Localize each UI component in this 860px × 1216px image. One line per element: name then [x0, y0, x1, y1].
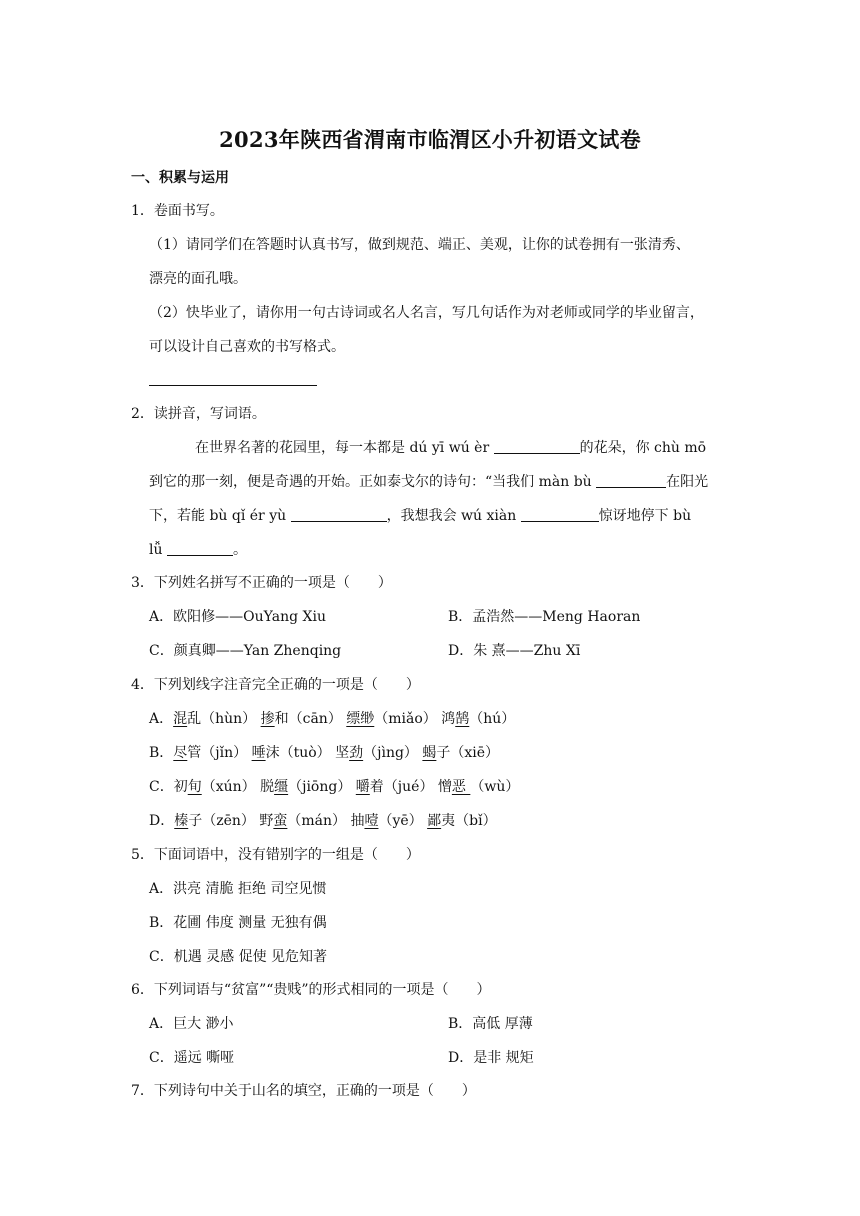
option-text: （wù）	[470, 779, 520, 795]
option-text: （xún） 脱	[201, 779, 275, 795]
q2-blank-2[interactable]	[596, 473, 666, 488]
q2-passage-line3	[149, 506, 691, 526]
option-text: D．	[149, 813, 175, 829]
option-text: （yē）	[378, 813, 428, 829]
q2-text: 。	[232, 542, 247, 558]
underlined-char: 缰	[274, 779, 289, 795]
q2-text: 在阳光	[666, 474, 709, 490]
q2-stem: 2．读拼音，写词语。	[131, 406, 266, 422]
q4-option-d[interactable]	[149, 811, 497, 831]
q2-blank-4[interactable]	[521, 507, 599, 522]
q4-stem: 4．下列划线字注音完全正确的一项是（ ）	[131, 677, 420, 693]
underlined-char: 鹄	[455, 711, 470, 727]
q2-text: 到它的那一刻，便是奇遇的开始。正如泰戈尔的诗句：“当我们 màn bù	[149, 474, 597, 490]
option-text: B．	[149, 745, 174, 761]
q3-option-b[interactable]: B．孟浩然——Meng Haoran	[448, 609, 641, 625]
q5-option-b[interactable]: B．花圃 伟度 测量 无独有偶	[149, 915, 327, 931]
option-text: A．	[149, 711, 174, 727]
option-text: 沫（tuò） 坚	[265, 745, 350, 761]
option-text: （jiōng）	[288, 779, 356, 795]
underlined-char: 噎	[364, 813, 379, 829]
underlined-char: 缥缈	[346, 711, 375, 727]
option-text: 乱（hùn）	[187, 711, 261, 727]
underlined-char: 鄙	[427, 813, 442, 829]
option-text: 管（jǐn）	[187, 745, 252, 761]
option-text: 着（jué） 憎	[369, 779, 452, 795]
q2-blank-1[interactable]	[494, 439, 580, 454]
q2-blank-3[interactable]	[291, 507, 387, 522]
q6-option-b[interactable]: B．高低 厚薄	[448, 1016, 533, 1032]
q1-part1-line2: 漂亮的面孔哦。	[149, 271, 247, 287]
option-text: （miǎo） 鸿	[374, 711, 456, 727]
underlined-char: 榛	[174, 813, 189, 829]
q5-option-a[interactable]: A．洪亮 清脆 拒绝 司空见惯	[149, 881, 327, 897]
q6-option-c[interactable]: C．遥远 嘶哑	[149, 1050, 235, 1066]
q2-text: lǚ	[149, 542, 167, 558]
q1-part1-line1: （1）请同学们在答题时认真书写，做到规范、端正、美观，让你的试卷拥有一张清秀、	[149, 237, 690, 253]
option-text: C．初	[149, 779, 188, 795]
q6-stem: 6．下列词语与“贫富”“贵贱”的形式相同的一项是（ ）	[131, 982, 491, 998]
q6-option-d[interactable]: D．是非 规矩	[448, 1050, 534, 1066]
underlined-char: 唾	[251, 745, 266, 761]
q6-option-a[interactable]: A．巨大 渺小	[149, 1016, 234, 1032]
q3-option-c[interactable]: C．颜真卿——Yan Zhenqing	[149, 643, 342, 659]
option-text: （jìng）	[363, 745, 423, 761]
q4-option-a[interactable]	[149, 709, 515, 729]
q2-passage-line2	[149, 472, 708, 492]
underlined-char: 旬	[187, 779, 202, 795]
q2-text: 在世界名著的花园里，每一本都是 dú yī wú èr	[195, 440, 494, 456]
q4-option-b[interactable]	[149, 743, 499, 763]
option-text: 夷（bǐ）	[441, 813, 497, 829]
underlined-char: 蛮	[273, 813, 288, 829]
q2-text: ，我想我会 wú xiàn	[386, 508, 521, 524]
underlined-char: 掺	[260, 711, 275, 727]
q3-option-a[interactable]: A．欧阳修——OuYang Xiu	[149, 609, 326, 625]
q2-blank-5[interactable]	[167, 541, 233, 556]
q4-option-c[interactable]	[149, 777, 519, 797]
section-heading: 一、积累与运用	[131, 170, 229, 186]
underlined-char: 嚼	[355, 779, 370, 795]
q2-text: 下，若能 bù qǐ ér yù	[149, 508, 291, 524]
exam-title: 2023年陕西省渭南市临渭区小升初语文试卷	[219, 127, 641, 152]
option-text: 和（cān）	[274, 711, 347, 727]
q2-text: 惊讶地停下 bù	[598, 508, 692, 524]
option-text: （mán） 抽	[287, 813, 365, 829]
q1-stem: 1．卷面书写。	[131, 203, 224, 219]
q1-part2-line1: （2）快毕业了，请你用一句古诗词或名人名言，写几句话作为对老师或同学的毕业留言，	[149, 305, 704, 321]
q3-option-d[interactable]: D．朱 熹——Zhu Xī	[448, 643, 581, 659]
q1-answer-blank[interactable]	[149, 385, 317, 386]
q2-text: 的花朵，你 chù mō	[579, 440, 707, 456]
q1-part2-line2: 可以设计自己喜欢的书写格式。	[149, 339, 345, 355]
q5-stem: 5．下面词语中，没有错别字的一组是（ ）	[131, 847, 420, 863]
underlined-char: 混	[173, 711, 188, 727]
q3-stem: 3．下列姓名拼写不正确的一项是（ ）	[131, 575, 392, 591]
q2-passage-line4	[149, 540, 247, 560]
underlined-char: 尽	[173, 745, 188, 761]
q2-passage-line1	[195, 438, 706, 458]
q5-option-c[interactable]: C．机遇 灵感 促使 见危知著	[149, 949, 328, 965]
q7-stem: 7．下列诗句中关于山名的填空，正确的一项是（ ）	[131, 1083, 476, 1099]
option-text: 子（zēn） 野	[188, 813, 274, 829]
option-text: （hú）	[469, 711, 516, 727]
underlined-char: 恶	[451, 779, 471, 795]
underlined-char: 蝎	[422, 745, 437, 761]
option-text: 子（xiē）	[436, 745, 500, 761]
underlined-char: 劲	[349, 745, 364, 761]
